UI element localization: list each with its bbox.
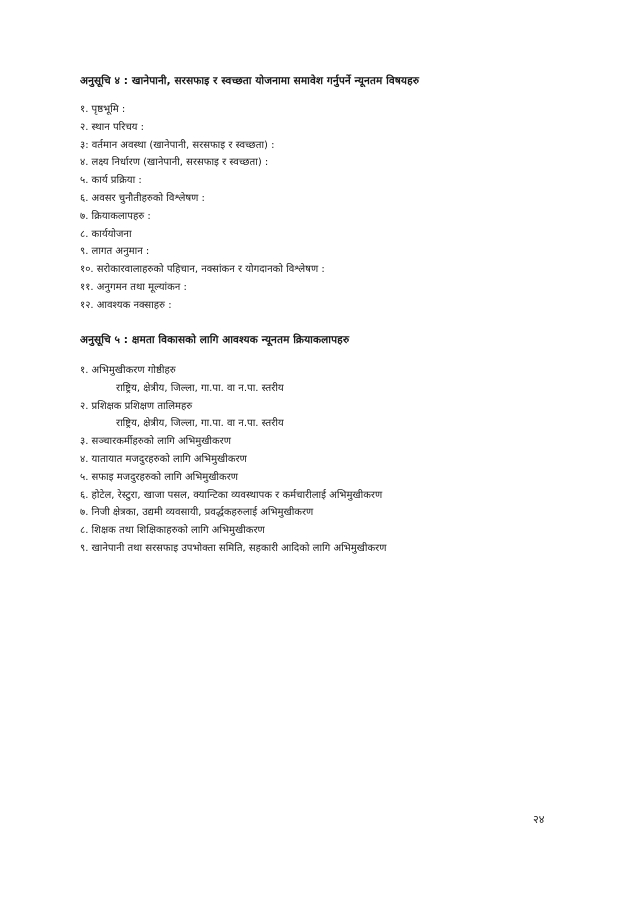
list-item: ३. सञ्चारकर्मीहरुको लागि अभिमुखीकरण	[80, 436, 231, 448]
page-number: २४	[533, 813, 545, 826]
list-item: ९. लागत अनुमान :	[80, 246, 150, 258]
list-sub-item: राष्ट्रिय, क्षेत्रीय, जिल्ला, गा.पा. वा न.पा. स्तरीय	[116, 418, 284, 430]
list-item: ६. होटेल, रेस्टुरा, खाजा पसल, क्यान्टिका व्यवस्थापक र कर्मचारीलाई अभिमुखीकरण	[80, 489, 383, 501]
list-item: २. प्रशिक्षक प्रशिक्षण तालिमहरु	[80, 400, 193, 412]
list-item: ४. लक्ष्य निर्धारण (खानेपानी, सरसफाइ र स्वच्छता) :	[80, 157, 269, 169]
list-item: १२. आवश्यक नक्साहरु :	[80, 299, 172, 311]
list-item: ४. यातायात मजदुरहरुको लागि अभिमुखीकरण	[80, 453, 247, 465]
annex-4-list	[80, 101, 325, 315]
annex-5-list	[80, 362, 386, 558]
annex-4-title: अनुसूचि ४ : खानेपानी, सरसफाइ र स्वच्छता योजनामा समावेश गर्नुपर्ने न्यूनतम विषयहरु	[80, 75, 420, 87]
list-item: १०. सरोकारवालाहरुको पहिचान, नक्सांकन र योगदानको विश्लेषण :	[80, 264, 325, 276]
list-sub-item: राष्ट्रिय, क्षेत्रीय, जिल्ला, गा.पा. वा न.पा. स्तरीय	[116, 382, 284, 394]
annex-5-title: अनुसूचि ५ : क्षमता विकासको लागि आवश्यक न्यूनतम क्रियाकलापहरु	[80, 334, 350, 346]
list-item: ७. क्रियाकलापहरु :	[80, 210, 151, 222]
list-item: ७. निजी क्षेत्रका, उद्यमी व्यवसायी, प्रवर्द्धकहरुलाई अभिमुखीकरण	[80, 507, 314, 519]
list-item: ८. शिक्षक तथा शिक्षिकाहरुको लागि अभिमुखीकरण	[80, 525, 265, 537]
list-item: २. स्थान परिचय :	[80, 121, 145, 133]
list-item: ५. कार्य प्रक्रिया :	[80, 175, 142, 187]
list-item: ६. अवसर चुनौतीहरुको विश्लेषण :	[80, 192, 205, 204]
list-item: १. पृष्ठभूमि :	[80, 104, 126, 115]
list-item: ९. खानेपानी तथा सरसफाइ उपभोक्ता समिति, सहकारी आदिको लागि अभिमुखीकरण	[80, 542, 387, 554]
list-item: १. अभिमुखीकरण गोष्ठीहरु	[80, 365, 176, 376]
list-item: ३: वर्तमान अवस्था (खानेपानी, सरसफाइ र स्वच्छता) :	[80, 139, 275, 151]
list-item: ८. कार्ययोजना	[80, 228, 132, 240]
list-item: ११. अनुगमन तथा मूल्यांकन :	[80, 281, 187, 293]
list-item: ५. सफाइ मजदुरहरुको लागि अभिमुखीकरण	[80, 471, 239, 483]
